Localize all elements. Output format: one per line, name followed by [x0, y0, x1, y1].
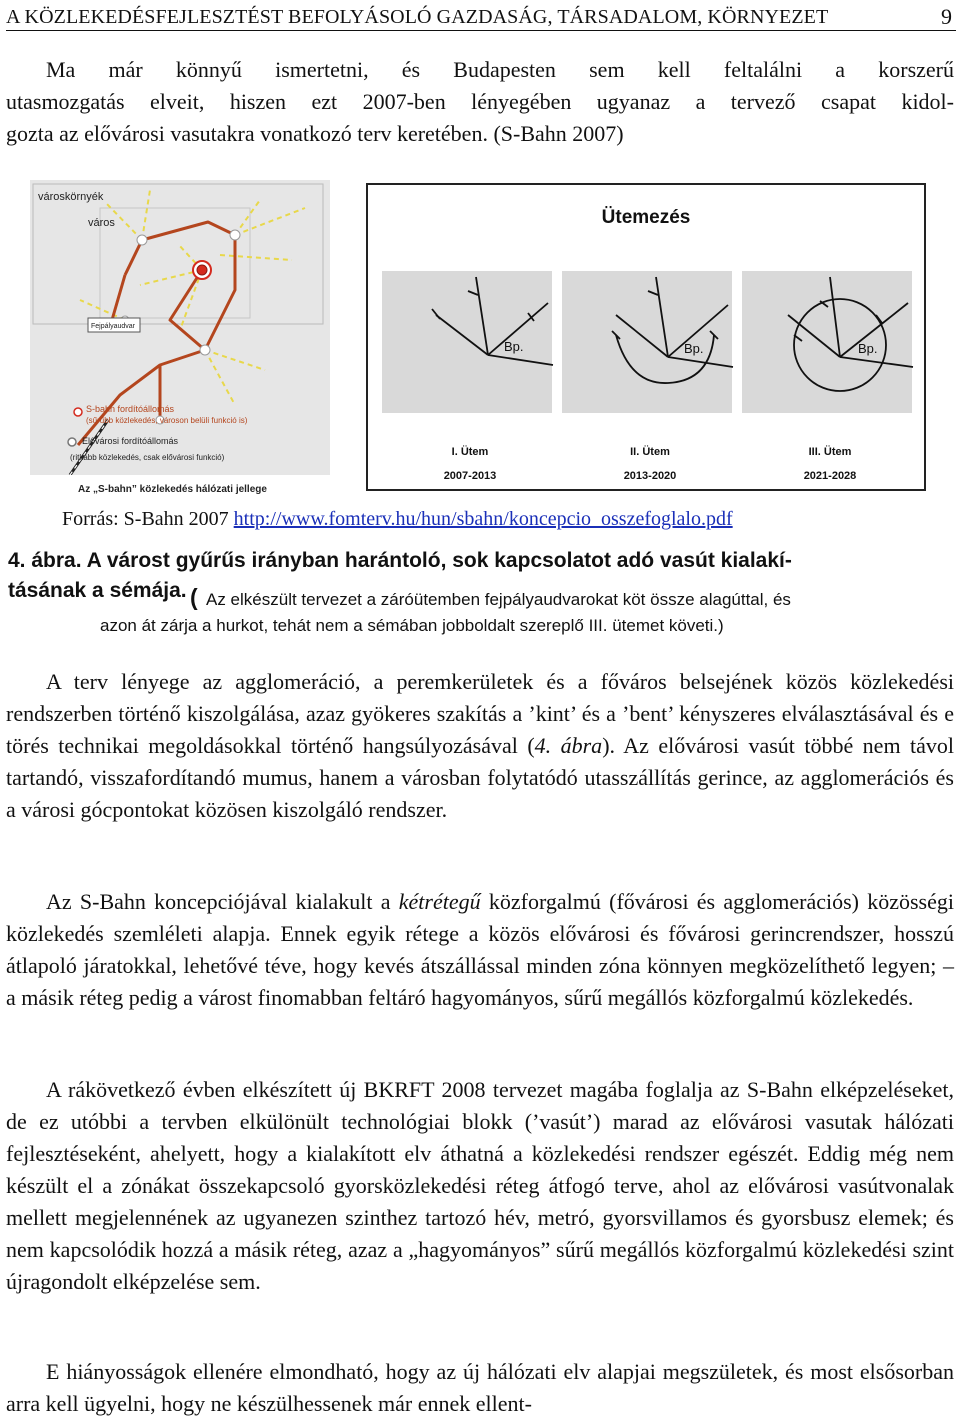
caption-note-paren: ( — [190, 584, 198, 610]
paragraph-text: A terv lényege az agglomeráció, a peremkerületek és a főváros belsejének közös közlekedési rendszerben történő kiszolgálása, azaz gyökeres szakítás a ’kint’ és a ’bent’ kényszeres elválasztásával és e törés technikai megoldásokkal történő hangsúlyozásával ( — [6, 669, 954, 758]
phasing-diagram — [366, 183, 926, 491]
phase-panel-1 — [382, 271, 553, 413]
legend-sbahn-desc: (sűrűbb közlekedés, városon belüli funkció is) — [86, 416, 248, 425]
phase-1-years: 2007-2013 — [443, 470, 497, 482]
source-prefix: Forrás: S-Bahn 2007 — [62, 508, 234, 530]
intro-line: gozta az elővárosi vasutakra vonatkozó terv keretében. (S-Bahn 2007) — [6, 121, 624, 146]
body-paragraph — [6, 886, 954, 1014]
phase-panel-3 — [742, 271, 913, 413]
city-label: Bp. — [858, 341, 878, 356]
phase-2-label: II. Ütem — [630, 446, 670, 458]
left-figure-caption: Az „S-bahn” közlekedés hálózati jellege — [78, 484, 267, 495]
running-header — [6, 4, 956, 31]
caption-note-line: azon át zárja a hurkot, tehát nem a sémában jobboldalt szereplő III. ütemet követi.) — [100, 616, 724, 635]
figure-title-2: tásának a sémája. — [8, 579, 187, 602]
figure-number: 4. ábra. — [8, 549, 82, 572]
emphasis-text: kétrétegű — [398, 889, 481, 914]
city-label: Bp. — [684, 341, 704, 356]
intro-line: Ma már könnyű ismertetni, és Budapesten sem kell feltalálni a korszerű — [46, 57, 954, 82]
paragraph-text: Az S-Bahn koncepciójával kialakult a — [46, 889, 399, 914]
phase-3-label: III. Ütem — [808, 446, 852, 458]
phase-panel-2 — [562, 271, 733, 413]
city-label: Bp. — [504, 339, 524, 354]
paragraph-text: közforgalmú (fővárosi és agglomerációs) közösségi közlekedés szemléleti alapja. Ennek egyik rétege a közös elővárosi és fővárosi gerincrendszer, hosszú átlapoló járatokkal, lehetővé téve, hogy kevés átszállással minden zóna könnyen megközelíthető legyen; – a másik réteg pedig a várost finomabban feltáró hagyományos, sűrű megállós közforgalmú közlekedés. — [6, 889, 954, 1010]
phasing-title: Ütemezés — [601, 207, 691, 228]
running-title: A KÖZLEKEDÉSFEJLESZTÉST BEFOLYÁSOLÓ GAZDASÁG, TÁRSADALOM, KÖRNYEZET — [6, 6, 829, 28]
agglomeration-label: városkörnyék — [38, 191, 104, 203]
legend-suburban-title: Elővárosi fordítóállomás — [82, 436, 179, 446]
figure-reference: 4. ábra — [534, 733, 603, 758]
figure-source — [62, 508, 733, 531]
phase-3-years: 2021-2028 — [803, 470, 857, 482]
city-label: város — [88, 217, 115, 229]
phase-2-years: 2013-2020 — [623, 470, 677, 482]
terminal-label: Fejpályaudvar — [91, 323, 135, 330]
source-link[interactable]: http://www.fomterv.hu/hun/sbahn/koncepcio_osszefoglalo.pdf — [233, 508, 733, 530]
sbahn-network-diagram — [30, 180, 330, 475]
legend-suburban-desc: (ritkább közlekedés, csak elővárosi funkció) — [70, 453, 225, 462]
paragraph-text: ). Az elővárosi vasút többé nem távol tartandó, visszafordítandó mumus, hanem a városban folytatódó utasszállítás gerince, az agglomerációs és a városi gócpontokat közösen kiszolgáló rendszer. — [6, 733, 954, 822]
phase-1-label: I. Ütem — [451, 446, 489, 458]
body-paragraph: A rákövetkező évben elkészített új BKRFT 2008 tervezet magába foglalja az S-Bahn elképzeléseket, de ez utóbbi a tervben elkülönült technológiai blokk (’vasút’) marad az elővárosi vasutak hálózati fejlesztéseként, ahelyett, hogy a kialakított elv áthatná a közlekedési rendszer egészét. Eddig még nem készült el a zónákat összekapcsoló gyorsközlekedési réteg átfogó terve, ahol az elővárosi vasútvonalak mellett megjelennének az ugyanezen szinthez tartozó hév, metró, gyorsvillamos és gyorsbusz elemek; és nem kapcsolódik hozzá a másik réteg, azaz a „hagyományos” sűrű megállós közforgalmú közlekedési szint újragondolt elképzelése sem. — [6, 1077, 954, 1294]
body-paragraph: E hiányosságok ellenére elmondható, hogy az új hálózati elv alapjai megszületek, és most elsősorban arra kell ügyelni, hogy ne készülhessenek már ennek ellent- — [6, 1359, 954, 1416]
body-paragraph — [6, 666, 954, 826]
page-number: 9 — [941, 4, 952, 29]
legend-sbahn-title: S-bahn fordítóállomás — [86, 404, 175, 414]
caption-note-line: Az elkészült tervezet a záróütemben fejpályaudvarokat köt össze alagúttal, és — [206, 590, 791, 609]
intro-line: utasmozgatás elveit, hiszen ezt 2007-ben lényegében ugyanaz a tervező csapat kidol- — [6, 89, 954, 114]
figure-title-1: A várost gyűrűs irányban harántoló, sok kapcsolatot adó vasút kialakí- — [81, 549, 792, 572]
